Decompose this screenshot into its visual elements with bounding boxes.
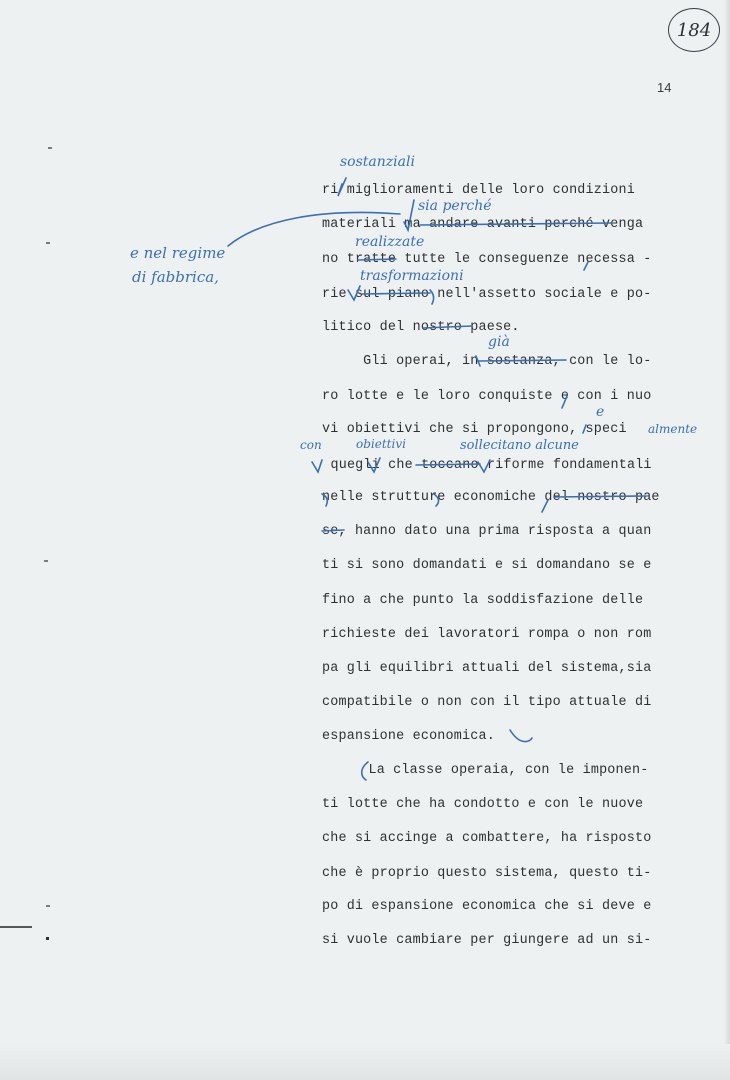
margin-note: e nel regime <box>130 244 226 262</box>
margin-tick <box>48 147 52 149</box>
typed-line: litico del nostro paese. <box>322 320 520 335</box>
typed-line: vi obiettivi che si propongono, speci <box>322 422 627 437</box>
page-bottom-shadow <box>0 1044 730 1080</box>
margin-dot <box>46 937 49 940</box>
typed-line: pa gli equilibri attuali del sistema,sia <box>322 661 652 676</box>
page-number: 14 <box>657 80 672 95</box>
typed-line: Gli operai, in sostanza, con le lo- <box>322 354 652 369</box>
archive-page-stamp: 184 <box>668 8 720 52</box>
typed-line: no tratte tutte le conseguenze necessa - <box>322 252 652 267</box>
handwritten-insertion: già <box>488 334 510 350</box>
page-edge-shadow <box>724 0 730 1080</box>
typed-line: compatibile o non con il tipo attuale di <box>322 695 652 710</box>
handwritten-insertion: sostanziali <box>340 154 415 170</box>
typed-line: espansione economica. <box>322 729 495 744</box>
margin-tick <box>46 242 50 244</box>
handwritten-insertion: sollecitano alcune <box>460 438 579 453</box>
margin-tick <box>44 560 48 562</box>
handwritten-insertion: realizzate <box>355 234 425 250</box>
typed-line: ti si sono domandati e si domandano se e <box>322 558 652 573</box>
typed-line: che si accinge a combattere, ha risposto <box>322 831 652 846</box>
handwritten-insertion: sia perché <box>418 198 492 214</box>
typed-line: se, hanno dato una prima risposta a quan <box>322 524 652 539</box>
margin-note: di fabbrica, <box>132 268 219 286</box>
typed-line: richieste dei lavoratori rompa o non rom <box>322 627 652 642</box>
typed-line: po di espansione economica che si deve e <box>322 899 652 914</box>
typed-line: rie sul piano nell'assetto sociale e po- <box>322 287 652 302</box>
typed-line: che è proprio questo sistema, questo ti- <box>322 866 652 881</box>
typed-line: fino a che punto la soddisfazione delle <box>322 593 644 608</box>
handwritten-insertion: obiettivi <box>356 437 406 451</box>
handwritten-insertion: almente <box>648 422 698 436</box>
margin-line <box>0 926 32 928</box>
typed-line: ri miglioramenti delle loro condizioni <box>322 183 635 198</box>
typed-line: ti lotte che ha condotto e con le nuove <box>322 797 644 812</box>
handwritten-insertion: con <box>300 438 322 452</box>
handwritten-insertion: e <box>596 404 605 420</box>
typed-line: nelle strutture economiche del nostro pae <box>322 490 660 505</box>
typed-line: materiali ma andare avanti perché venga <box>322 217 644 232</box>
typed-line: quegli che toccano riforme fondamentali <box>314 458 652 473</box>
typed-line: si vuole cambiare per giungere ad un si- <box>322 933 652 948</box>
paragraph-mark <box>510 730 532 742</box>
typed-line: ro lotte e le loro conquiste e con i nuo <box>322 389 652 404</box>
typed-line: La classe operaia, con le imponen- <box>352 763 649 778</box>
handwritten-insertion: trasformazioni <box>360 268 464 284</box>
margin-tick <box>46 905 50 907</box>
